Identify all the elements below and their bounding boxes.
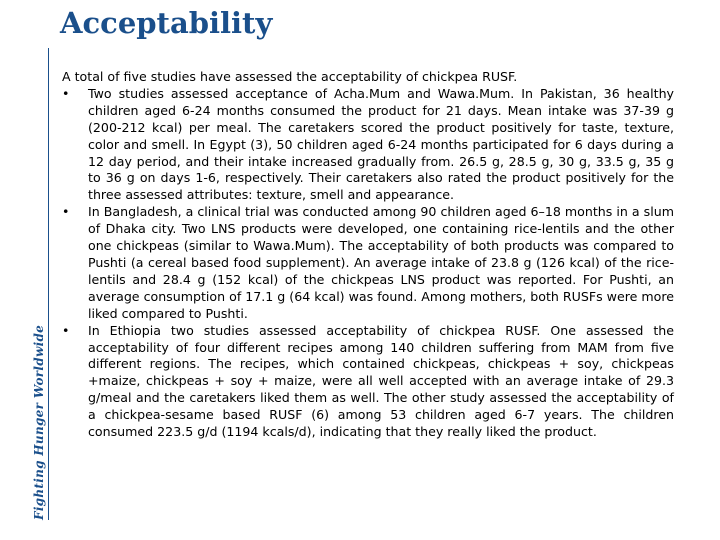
bullet-icon: • bbox=[62, 322, 70, 338]
slide-title: Acceptability bbox=[60, 6, 273, 40]
bullet-item-pakistan-egypt bbox=[62, 86, 674, 204]
bullet-text: In Ethiopia two studies assessed acceptability of chickpea RUSF. One assessed the acceptability of four different recipes among 140 children suffering from MAM from five different regions. The recipes, which contained chickpeas, chickpeas + soy, chickpeas +maize, chickpeas + soy + maize, were all well accepted with an average intake of 29.3 g/meal and the caretakers liked them as well. The other study assessed the acceptability of a chickpea-sesame based RUSF (6) among 53 children aged 6-7 years. The children consumed 223.5 g/d (1194 kcals/d), indicating that they really liked the product. bbox=[88, 322, 674, 440]
bullet-item-bangladesh bbox=[62, 204, 674, 322]
bullet-icon: • bbox=[62, 85, 70, 101]
bullet-icon: • bbox=[62, 204, 70, 220]
bullet-text: Two studies assessed acceptance of Acha.Mum and Wawa.Mum. In Pakistan, 36 healthy children aged 6-24 months consumed the product for 21 days. Mean intake was 37-39 g (200-212 kcal) per meal. The caretakers scored the product positively for taste, texture, color and smell. In Egypt (3), 50 children aged 6-24 months participated for 6 days during a 12 day period, and their intake increased gradually from. 26.5 g, 28.5 g, 30 g, 33.5 g, 35 g to 36 g on days 1-6, respectively. Their caretakers also rated the product positively for the three assessed attributes: texture, smell and appearance. bbox=[88, 85, 674, 203]
intro-text: A total of five studies have assessed the acceptability of chickpea RUSF. bbox=[62, 69, 518, 84]
sidebar-divider bbox=[48, 48, 49, 520]
slide-body bbox=[62, 69, 674, 441]
bullet-text: In Bangladesh, a clinical trial was conducted among 90 children aged 6–18 months in a slum of Dhaka city. Two LNS products were developed, one containing rice-lentils and the other one chickpeas (similar to Wawa.Mum). The acceptability of both products was compared to Pushti (a cereal based food supplement). An average intake of 23.8 g (126 kcal) of the rice-lentils and 28.4 g (152 kcal) of the chickpeas LNS product was reported. For Pushti, an average consumption of 17.1 g (64 kcal) was found. Among mothers, both RUSFs were more liked compared to Pushti. bbox=[88, 204, 674, 321]
bullet-list bbox=[62, 86, 674, 441]
bullet-item-ethiopia bbox=[62, 323, 674, 441]
organization-tagline: Fighting Hunger Worldwide bbox=[32, 324, 46, 520]
